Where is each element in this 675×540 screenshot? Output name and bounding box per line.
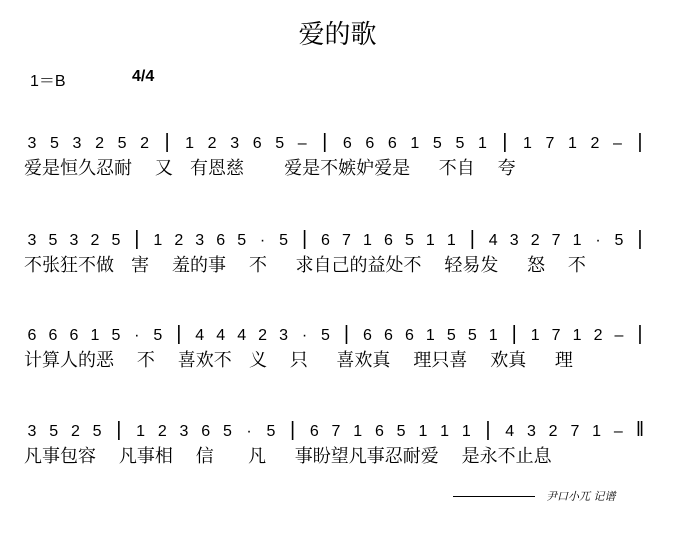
note-token: · xyxy=(259,232,266,249)
note-token: 2 xyxy=(90,232,100,249)
bar-line: | xyxy=(301,228,308,250)
note-token: 5 xyxy=(396,423,406,440)
bar-line: | xyxy=(322,131,328,153)
note-token: 1 xyxy=(461,423,471,440)
note-token: 7 xyxy=(331,423,341,440)
note-token: 1 xyxy=(90,327,100,344)
note-token: 6 xyxy=(252,135,262,152)
note-token: 1 xyxy=(567,135,577,152)
note-token: 6 xyxy=(48,327,58,344)
staff-row-4 xyxy=(0,416,675,496)
note-token: 3 xyxy=(69,232,79,249)
note-token: 5 xyxy=(275,135,285,152)
bar-line: | xyxy=(176,323,182,345)
note-token: 5 xyxy=(321,327,330,344)
note-token: 1 xyxy=(488,327,498,344)
note-token: 6 xyxy=(321,232,330,249)
note-token: 1 xyxy=(477,135,487,152)
note-token: 5 xyxy=(237,232,247,249)
note-token: 1 xyxy=(530,327,540,344)
note-token: 2 xyxy=(70,423,80,440)
lyric-line-3: 计算人的恶 不 喜欢不 义 只 喜欢真 理只喜 欢真 理 xyxy=(24,350,573,371)
note-token: 6 xyxy=(374,423,384,440)
bar-line: | xyxy=(485,419,491,441)
note-token: 1 xyxy=(446,232,456,249)
song-title: 爱的歌 xyxy=(298,20,377,50)
note-token: 6 xyxy=(216,232,226,249)
note-token: 5 xyxy=(111,327,121,344)
note-token: 1 xyxy=(153,232,163,249)
note-token: 1 xyxy=(522,135,532,152)
bar-line: | xyxy=(511,323,517,345)
bar-line: | xyxy=(502,131,508,153)
note-token: 1 xyxy=(410,135,420,152)
note-token: 3 xyxy=(27,232,37,249)
note-token: 1 xyxy=(136,423,146,440)
note-token: 2 xyxy=(548,423,558,440)
note-token: 7 xyxy=(342,232,351,249)
note-token: 5 xyxy=(222,423,232,440)
note-token: 5 xyxy=(467,327,477,344)
note-token: 5 xyxy=(111,232,121,249)
bar-line: | xyxy=(637,323,643,345)
note-token: 7 xyxy=(551,327,561,344)
note-token: 6 xyxy=(27,327,37,344)
key-signature: 1＝B xyxy=(30,73,66,90)
note-token: 5 xyxy=(49,423,59,440)
note-token: 1 xyxy=(418,423,428,440)
note-token: · xyxy=(134,327,140,344)
note-token: 2 xyxy=(174,232,184,249)
note-token: 5 xyxy=(117,135,127,152)
note-token: 1 xyxy=(572,327,582,344)
bar-line: | xyxy=(343,323,350,345)
lyric-line-2: 不张狂不做 害 羞的事 不 求自己的益处不 轻易发 怒 不 xyxy=(24,255,586,276)
note-token: 6 xyxy=(362,327,372,344)
note-token: 5 xyxy=(266,423,276,440)
bar-line: | xyxy=(134,228,140,250)
note-token: 5 xyxy=(50,135,59,152)
note-token: 5 xyxy=(432,135,442,152)
note-token: – xyxy=(614,327,624,344)
bar-line: | xyxy=(164,131,170,153)
note-token: 1 xyxy=(353,423,363,440)
note-token: 5 xyxy=(48,232,58,249)
note-token: 6 xyxy=(383,232,393,249)
note-token: 6 xyxy=(69,327,79,344)
bar-line: | xyxy=(469,228,475,250)
note-token: 5 xyxy=(279,232,289,249)
note-token: 4 xyxy=(216,327,226,344)
note-token: 4 xyxy=(505,423,515,440)
note-token: 5 xyxy=(455,135,465,152)
note-token: 3 xyxy=(526,423,536,440)
note-token: 6 xyxy=(201,423,211,440)
transcriber-credit: 尹口小兀 记谱 xyxy=(546,490,616,503)
note-token: 6 xyxy=(309,423,319,440)
bar-line: | xyxy=(637,131,643,153)
note-token: 3 xyxy=(27,423,37,440)
bar-line: | xyxy=(289,419,296,441)
note-token: 1 xyxy=(592,423,602,440)
note-token: 3 xyxy=(509,232,519,249)
note-token: 6 xyxy=(404,327,414,344)
note-token: 3 xyxy=(279,327,289,344)
note-token: · xyxy=(301,327,308,344)
note-token: 2 xyxy=(95,135,105,152)
note-token: 1 xyxy=(572,232,582,249)
note-token: 4 xyxy=(237,327,247,344)
note-token: 7 xyxy=(551,232,561,249)
staff-row-1 xyxy=(0,128,675,208)
note-token: 5 xyxy=(614,232,624,249)
time-signature: 4/4 xyxy=(132,68,155,85)
bar-line: ‖ xyxy=(635,419,645,441)
note-token: · xyxy=(246,423,252,440)
note-token: 2 xyxy=(140,135,150,152)
note-token: 3 xyxy=(230,135,240,152)
note-token: 6 xyxy=(387,135,397,152)
note-token: 3 xyxy=(179,423,189,440)
credit-rule xyxy=(453,496,535,497)
note-token: 1 xyxy=(362,232,372,249)
note-token: 1 xyxy=(425,232,435,249)
lyric-line-1: 爱是恒久忍耐 又 有恩慈 爱是不嫉妒爱是 不自 夸 xyxy=(24,158,516,179)
note-token: 3 xyxy=(195,232,205,249)
note-token: 6 xyxy=(383,327,393,344)
bar-line: | xyxy=(637,228,643,250)
bar-line: | xyxy=(116,419,122,441)
note-token: 4 xyxy=(195,327,205,344)
note-token: 2 xyxy=(207,135,217,152)
note-token: 2 xyxy=(590,135,600,152)
note-token: 5 xyxy=(404,232,414,249)
note-token: 5 xyxy=(446,327,456,344)
note-token: 7 xyxy=(570,423,580,440)
note-token: – xyxy=(613,135,622,152)
note-token: 2 xyxy=(530,232,540,249)
note-token: 6 xyxy=(342,135,352,152)
note-token: 4 xyxy=(488,232,498,249)
note-token: 2 xyxy=(157,423,167,440)
note-token: 5 xyxy=(92,423,102,440)
lyric-line-4: 凡事包容 凡事相 信 凡 事盼望凡事忍耐爱 是永不止息 xyxy=(24,446,552,467)
note-token: 2 xyxy=(593,327,603,344)
note-token: 3 xyxy=(27,135,37,152)
note-token: 6 xyxy=(365,135,375,152)
note-token: 7 xyxy=(545,135,555,152)
note-token: 1 xyxy=(440,423,450,440)
note-token: – xyxy=(613,423,623,440)
note-token: 1 xyxy=(185,135,195,152)
note-token: 5 xyxy=(153,327,163,344)
note-token: 3 xyxy=(72,135,82,152)
staff-row-3 xyxy=(0,320,675,400)
note-token: – xyxy=(297,135,307,152)
note-token: 2 xyxy=(258,327,268,344)
note-token: 1 xyxy=(425,327,435,344)
note-token: · xyxy=(595,232,601,249)
staff-row-2 xyxy=(0,225,675,305)
